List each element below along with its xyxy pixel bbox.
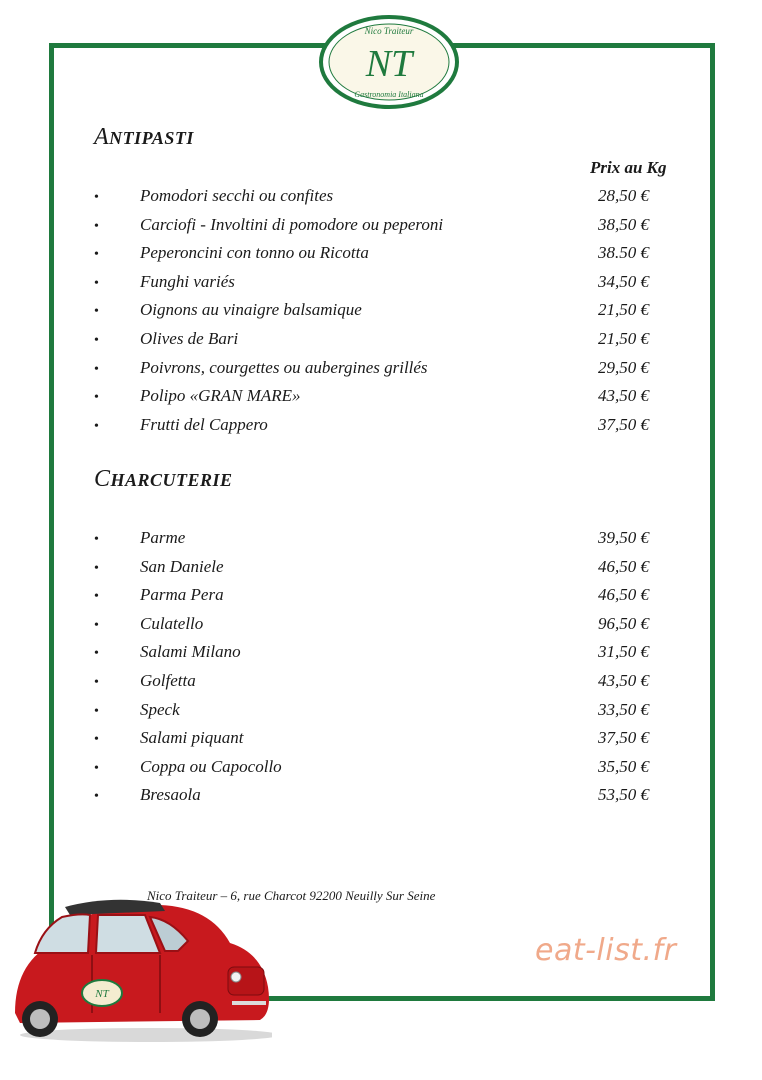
antipasti-list [0,186,762,443]
charcuterie-list [0,528,762,814]
menu-item [0,329,762,358]
menu-item-name: Polipo «GRAN MARE» [140,386,301,406]
menu-item-name: Bresaola [140,785,201,805]
menu-item-name: Peperoncini con tonno ou Ricotta [140,243,369,263]
car-logo-monogram: NT [95,988,109,1000]
antipasti-title [94,124,194,151]
menu-item [0,386,762,415]
charcuterie-title [94,466,233,493]
logo-monogram: NT [365,43,413,85]
menu-item [0,415,762,444]
menu-item [0,585,762,614]
menu-item [0,700,762,729]
menu-item-name: Parme [140,528,186,547]
menu-item [0,215,762,244]
menu-item [0,785,762,814]
menu-item-price: 21,50 € [598,300,649,320]
menu-item-price: 33,50 € [598,699,649,719]
menu-item-price: 28,50 € [598,186,649,205]
menu-item [0,757,762,786]
bullet: • [94,418,99,434]
bullet: • [94,617,99,633]
menu-item-name: Golfetta [140,670,196,690]
menu-item [0,728,762,757]
bullet: • [94,275,99,291]
menu-item-price: 21,50 € [598,328,649,348]
bullet: • [94,789,99,805]
nico-traiteur-logo [318,14,460,110]
bullet: • [94,304,99,320]
menu-item-name: Parma Pera [140,585,224,605]
menu-item [0,186,762,215]
menu-item [0,358,762,387]
menu-item-price: 43,50 € [598,386,649,406]
bullet: • [94,703,99,719]
bullet: • [94,646,99,662]
menu-item [0,671,762,700]
menu-item-name: Culatello [140,613,204,633]
menu-item-price: 38.50 € [598,243,649,263]
logo-top-text: Nico Traiteur [364,26,414,36]
bullet: • [94,532,99,547]
menu-item-price: 96,50 € [598,613,649,633]
menu-item-name: Carciofi - Involtini di pomodore ou peperoni [140,214,444,234]
menu-item-name: Coppa ou Capocollo [140,756,282,776]
bullet: • [94,589,99,605]
menu-item-price: 35,50 € [598,756,649,776]
menu-item-name: Oignons au vinaigre balsamique [140,300,362,320]
watermark: eat-list.fr [535,933,677,968]
menu-item-name: San Daniele [140,556,224,576]
menu-item-name: Pomodori secchi ou confites [140,186,334,205]
menu-item-price: 39,50 € [598,528,649,547]
bullet: • [94,760,99,776]
bullet: • [94,361,99,377]
menu-item-name: Poivrons, courgettes ou aubergines grillés [140,357,428,377]
bullet: • [94,732,99,748]
menu-item-price: 46,50 € [598,556,649,576]
menu-item-price: 29,50 € [598,357,649,377]
menu-item-price: 34,50 € [598,271,649,291]
menu-item-name: Funghi variés [140,271,235,291]
menu-item-name: Olives de Bari [140,328,239,348]
charcuterie-title-cap: C [94,466,111,492]
menu-item [0,243,762,272]
bullet: • [94,332,99,348]
bullet: • [94,190,99,205]
menu-item [0,557,762,586]
red-car-illustration [10,895,272,1045]
charcuterie-title-rest: HARCUTERIE [110,470,233,490]
menu-item-name: Salami piquant [140,728,244,748]
antipasti-title-cap: A [94,124,110,150]
footer-address: Nico Traiteur – 6, rue Charcot 92200 Neuilly Sur Seine [147,888,436,903]
logo-bottom-text: Gastronomia Italiana [354,90,424,99]
menu-item [0,272,762,301]
menu-item [0,642,762,671]
menu-item [0,528,762,557]
menu-item-name: Speck [140,699,180,719]
menu-item [0,614,762,643]
antipasti-title-rest: NTIPASTI [109,128,194,148]
menu-item [0,300,762,329]
menu-item-price: 31,50 € [598,642,649,662]
bullet: • [94,674,99,690]
menu-item-price: 53,50 € [598,785,649,805]
menu-item-price: 37,50 € [598,728,649,748]
menu-item-name: Salami Milano [140,642,241,662]
menu-item-price: 37,50 € [598,414,649,434]
bullet: • [94,218,99,234]
menu-item-name: Frutti del Cappero [140,414,268,434]
menu-item-price: 38,50 € [598,214,649,234]
bullet: • [94,247,99,263]
bullet: • [94,390,99,406]
menu-item-price: 46,50 € [598,585,649,605]
price-header: Prix au Kg [590,158,667,177]
bullet: • [94,560,99,576]
menu-item-price: 43,50 € [598,670,649,690]
